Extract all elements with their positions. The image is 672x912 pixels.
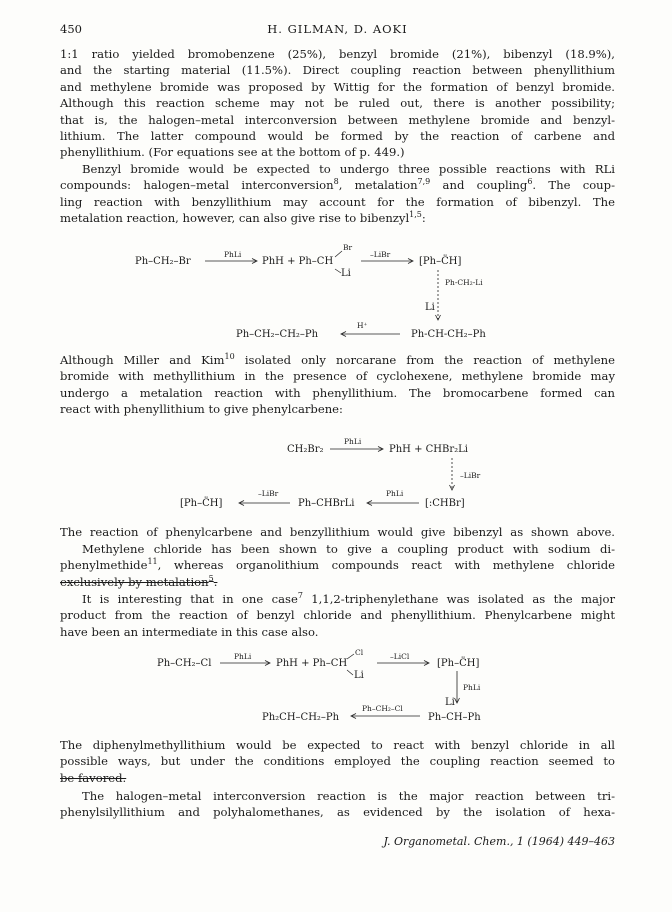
side-reagent-label: PhLi xyxy=(463,683,481,692)
text-line: The halogen–metal interconversion reaction is the major reaction between tri- xyxy=(82,789,615,803)
text-line: metalation reaction, however, can also give rise to bibenzyl$^{1,5}$: xyxy=(60,210,426,226)
text-line: The diphenylmethyllithium would be expected to react with benzyl chloride in all xyxy=(60,738,615,752)
text-line: lithium. The latter compound would be formed by the reaction of carbene and xyxy=(60,129,615,144)
bromine-label: Br xyxy=(343,243,353,252)
text-line: 1:1 ratio yielded bromobenzene (25%), benzyl bromide (21%), bibenzyl (18.9%), xyxy=(60,47,615,61)
text-line: possible ways, but under the conditions employed the coupling reaction seemed to xyxy=(60,754,615,769)
scheme-2 xyxy=(180,437,481,509)
products-label: PhH + Ph–CH xyxy=(262,256,334,267)
running-head-authors: H. GILMAN, D. AOKI xyxy=(267,22,408,36)
products-label: PhH + Ph–CH xyxy=(276,658,348,669)
carbene-label: [Ph–C̈H] xyxy=(437,658,480,669)
bromocarbene-label: [:CHBr] xyxy=(425,498,465,509)
elimination-label: –LiBr xyxy=(258,489,279,498)
reactant-label: Ph–CH₂–Br xyxy=(135,256,191,267)
lithium-label: Li xyxy=(445,697,455,708)
text-line: phenylmethide$^{11}$, whereas organolithium compounds react with methylene chloride xyxy=(60,557,615,573)
page-number: 450 xyxy=(60,22,82,36)
reagent-label: PhLi xyxy=(224,250,242,259)
elimination-label: –LiBr xyxy=(460,471,481,480)
lithium-label: Li xyxy=(354,670,364,681)
text-line: react with phenyllithium to give phenylcarbene: xyxy=(60,402,343,417)
text-line: Methylene chloride has been shown to give a coupling product with sodium di- xyxy=(82,542,615,556)
scheme-1 xyxy=(135,243,486,340)
triphenylethane-label: Ph₂CH–CH₂–Ph xyxy=(262,712,340,723)
scheme-3 xyxy=(157,648,481,723)
reagent-label: PhLi xyxy=(344,437,362,446)
text-line: compounds: halogen–metal interconversion$^8$, metalation$^{7,9}$ and coupling$^6$. The coup- xyxy=(60,177,615,193)
paragraph-4 xyxy=(60,524,615,540)
paragraph-3 xyxy=(60,352,615,418)
paragraph-6 xyxy=(60,591,615,640)
text-line: phenyllithium. (For equations see at the bottom of p. 449.) xyxy=(60,145,405,160)
side-reagent-label: Ph-CH₂-Li xyxy=(445,278,483,287)
intermediate-label: Ph–CHBrLi xyxy=(298,498,355,509)
text-line: undergo a metalation reaction with phenyllithium. The bromocarbene formed can xyxy=(60,385,615,400)
journal-citation: J. Organometal. Chem., 1 (1964) 449–463 xyxy=(383,835,615,848)
reactant-label: CH₂Br₂ xyxy=(287,444,324,455)
text-line: and the starting material (11.5%). Direct coupling reaction between phenyllithium xyxy=(60,63,615,78)
products-label: PhH + CHBr₂Li xyxy=(389,444,468,455)
text-line: The reaction of phenylcarbene and benzyllithium would give bibenzyl as shown above. xyxy=(60,525,615,539)
paragraph-8 xyxy=(60,788,615,821)
text-line: and methylene bromide was proposed by Wittig for the formation of benzyl bromide. xyxy=(60,79,615,94)
text-line: have been an intermediate in this case also. xyxy=(60,624,319,639)
text-line: Benzyl bromide would be expected to undergo three possible reactions with RLi xyxy=(82,162,615,176)
text-line: It is interesting that in one case$^7$ 1,1,2-triphenylethane was isolated as the major xyxy=(82,591,615,606)
chlorine-label: Cl xyxy=(355,648,364,657)
text-line: Although this reaction scheme may not be ruled out, there is another possibility; xyxy=(60,96,615,111)
reagent-label: H⁺ xyxy=(357,321,368,330)
paragraph-5 xyxy=(60,541,615,590)
text-line: product from the reaction of benzyl chloride and phenyllithium. Phenylcarbene might xyxy=(60,608,615,623)
lithium-label: Li xyxy=(425,302,435,313)
elimination-label: –LiCl xyxy=(390,652,410,661)
text-line: exclusively by metalation$^5$. xyxy=(60,573,218,589)
text-line: bromide with methyllithium in the presence of cyclohexene, methylene bromide may xyxy=(60,369,615,384)
lithium-label: Li xyxy=(341,268,351,279)
elimination-label: –LiBr xyxy=(370,250,391,259)
reagent-label: Ph–CH₂–Cl xyxy=(362,704,403,713)
paragraph-7 xyxy=(60,737,615,786)
text-line: be favored. xyxy=(60,770,127,785)
reagent-label: PhLi xyxy=(386,489,404,498)
reagent-label: PhLi xyxy=(234,652,252,661)
intermediate-label: Ph–CH–Ph xyxy=(428,712,481,723)
text-line: that is, the halogen–metal interconversion between methylene bromide and benzyl- xyxy=(60,112,615,127)
text-line: Although Miller and Kim$^{10}$ isolated only norcarane from the reaction of methylene xyxy=(60,352,615,367)
carbene-label: [Ph–C̈H] xyxy=(419,256,462,267)
carbene-label: [Ph–C̈H] xyxy=(180,498,223,509)
bibenzyl-label: Ph–CH₂–CH₂–Ph xyxy=(236,329,319,340)
reactant-label: Ph–CH₂–Cl xyxy=(157,658,212,669)
text-line: phenylsilyllithium and polyhalomethanes, as evidenced by the isolation of hexa- xyxy=(60,805,615,820)
text-line: ling reaction with benzyllithium may account for the formation of bibenzyl. The xyxy=(60,194,615,209)
intermediate-label: Ph-CH-CH₂–Ph xyxy=(411,329,486,340)
